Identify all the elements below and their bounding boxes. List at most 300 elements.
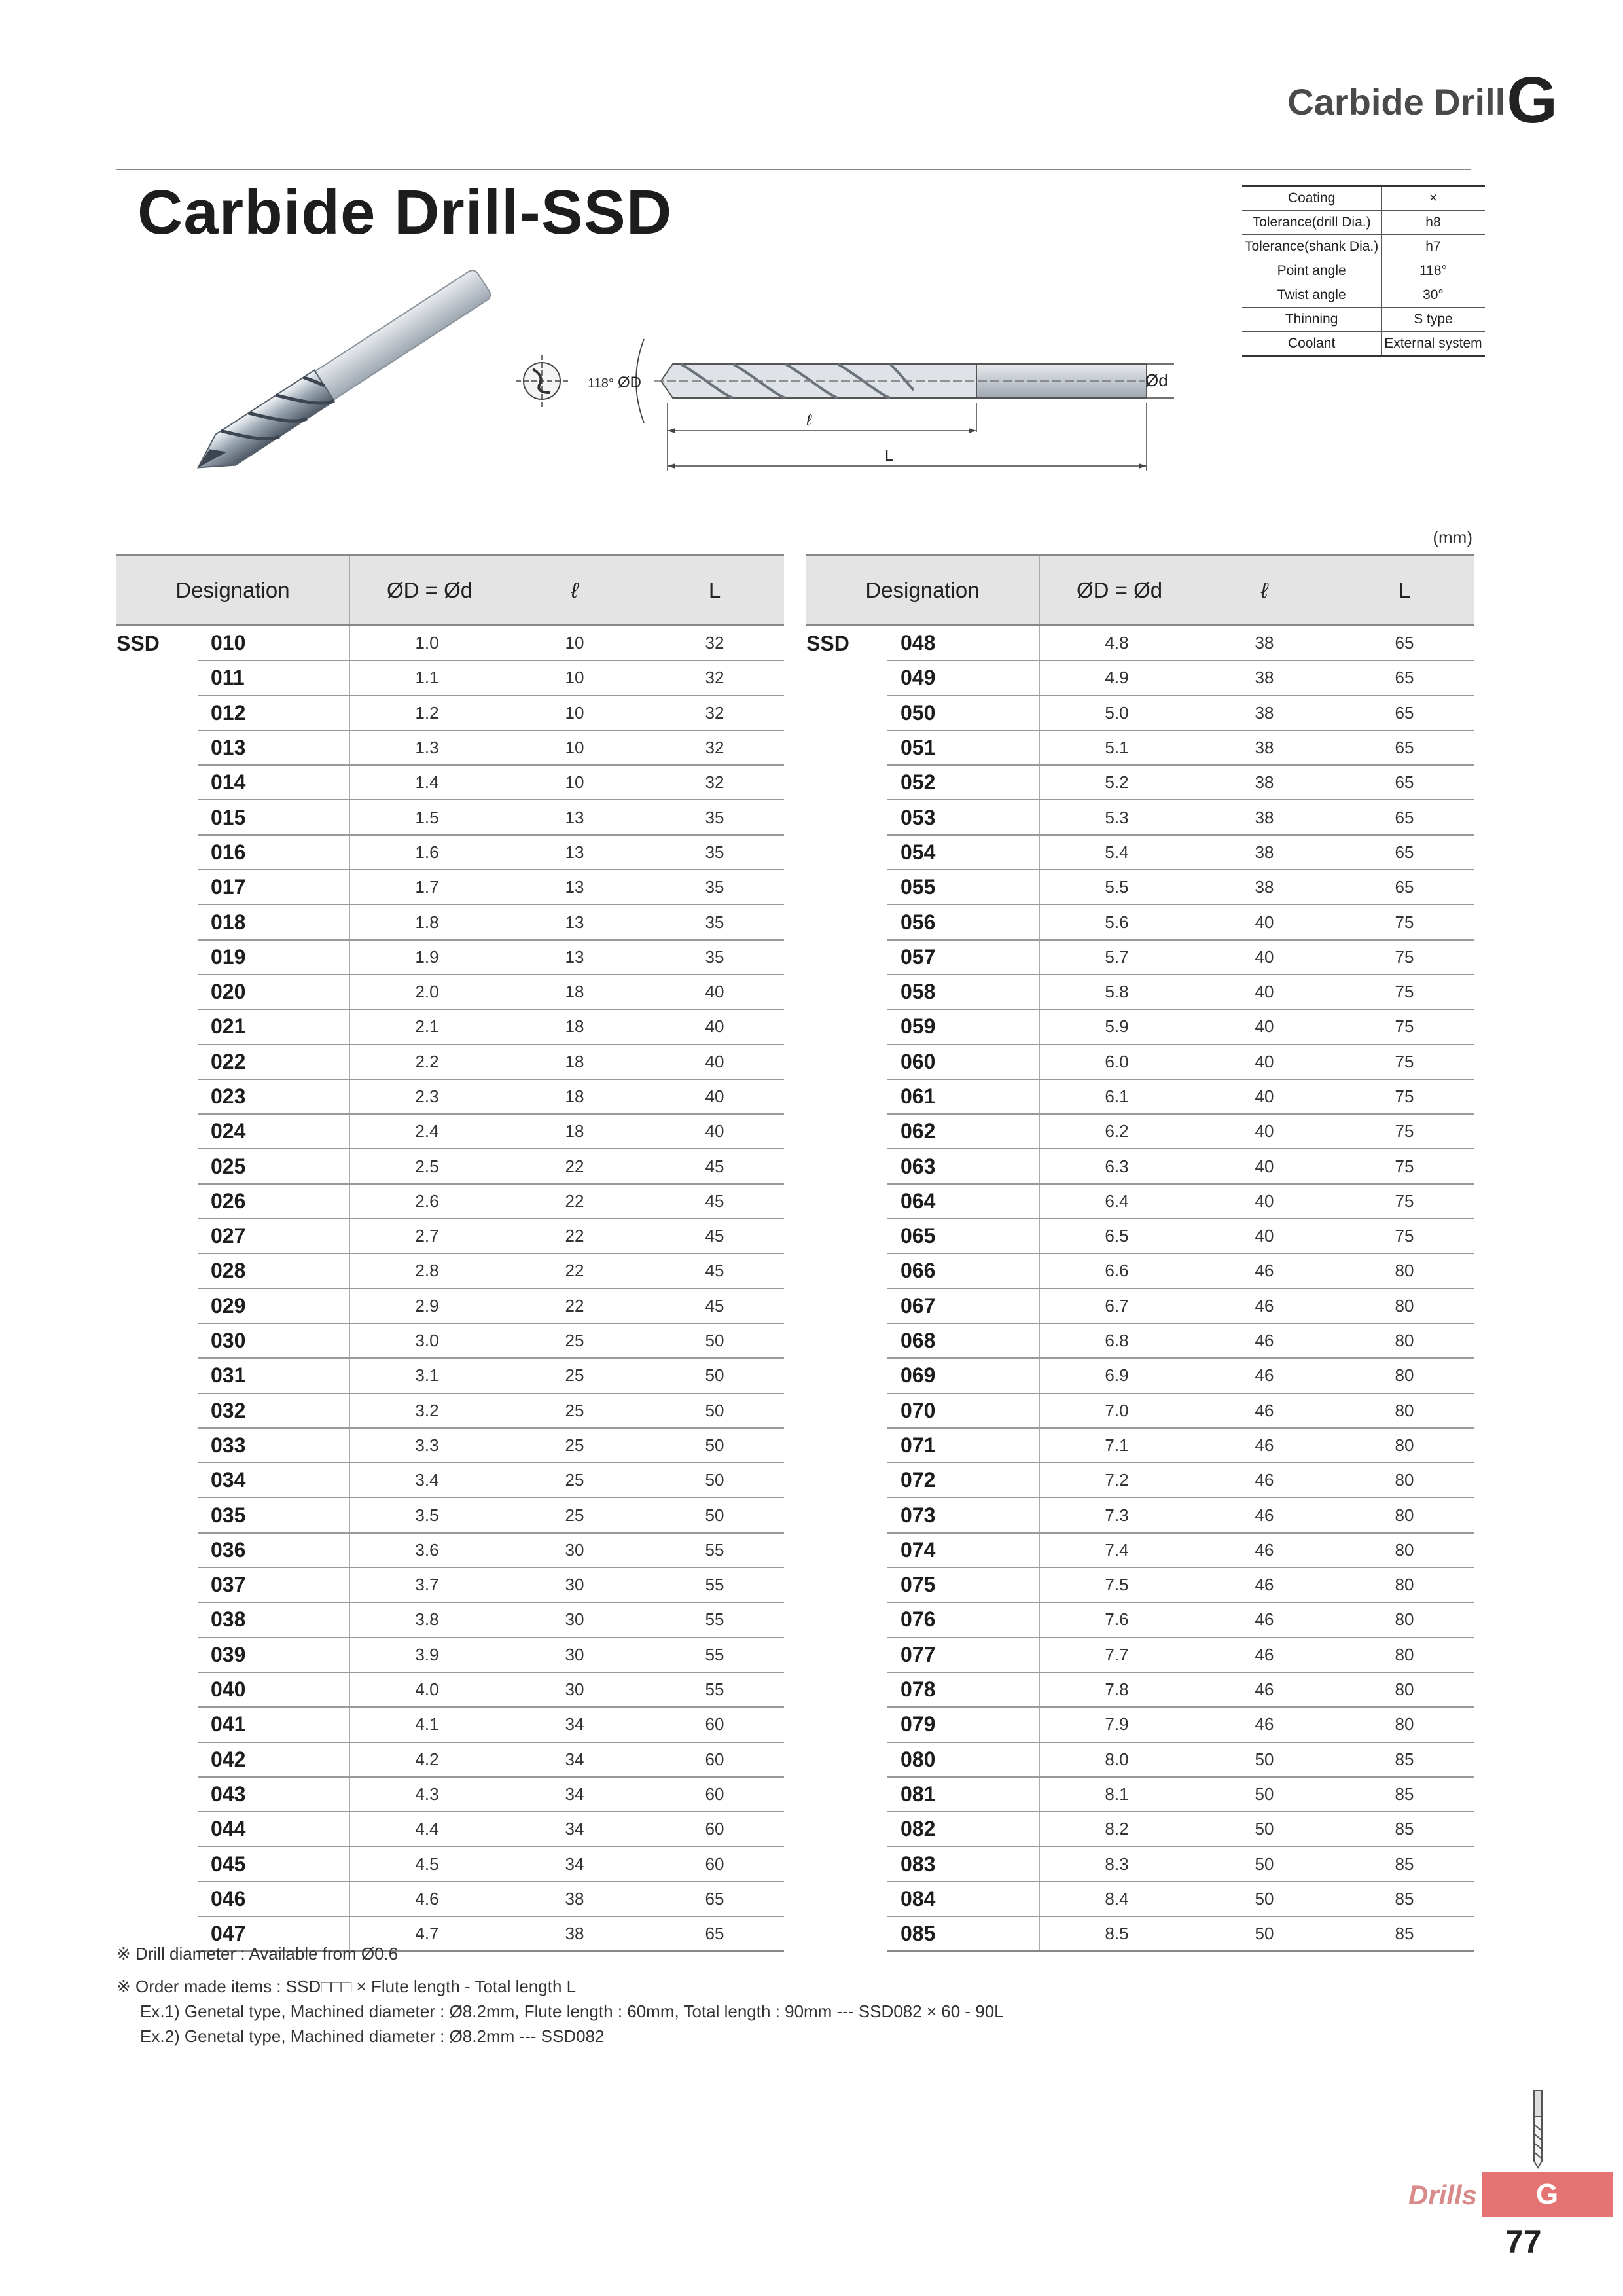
designation-code: 036 (198, 1533, 349, 1568)
total-length-cell: 80 (1335, 1428, 1474, 1463)
total-length-cell: 75 (1335, 1149, 1474, 1183)
flute-length-cell: 18 (504, 1045, 645, 1079)
table-row (116, 1219, 784, 1253)
flute-length-cell: 22 (504, 1253, 645, 1288)
series-prefix (806, 870, 887, 905)
total-length-cell: 80 (1335, 1707, 1474, 1742)
diameter-cell: 4.5 (349, 1846, 504, 1881)
designation-code: 081 (887, 1777, 1039, 1812)
flute-length-cell: 22 (504, 1289, 645, 1323)
series-prefix (116, 1602, 198, 1637)
diameter-cell: 1.2 (349, 696, 504, 730)
flute-length-cell: 34 (504, 1777, 645, 1812)
designation-code: 031 (198, 1358, 349, 1393)
designation-code: 063 (887, 1149, 1039, 1183)
table-row (806, 1253, 1474, 1288)
total-length-cell: 32 (645, 696, 784, 730)
total-length-cell: 65 (1335, 870, 1474, 905)
table-row (116, 1393, 784, 1428)
series-prefix (806, 1498, 887, 1532)
table-row (806, 1777, 1474, 1812)
total-length-cell: 32 (645, 660, 784, 695)
series-prefix (116, 870, 198, 905)
diameter-cell: 2.5 (349, 1149, 504, 1183)
series-prefix (806, 1916, 887, 1952)
diameter-cell: 7.9 (1039, 1707, 1194, 1742)
total-length-cell: 85 (1335, 1777, 1474, 1812)
diameter-cell: 6.2 (1039, 1114, 1194, 1149)
designation-code: 078 (887, 1672, 1039, 1707)
drill-drawing (144, 268, 1168, 484)
total-length-cell: 75 (1335, 1184, 1474, 1219)
designation-code: 016 (198, 835, 349, 870)
designation-code: 023 (198, 1079, 349, 1114)
series-prefix (806, 1602, 887, 1637)
table-row (806, 975, 1474, 1009)
series-prefix (806, 1114, 887, 1149)
designation-code: 080 (887, 1742, 1039, 1777)
table-row (116, 626, 784, 661)
diameter-cell: 6.5 (1039, 1219, 1194, 1253)
diameter-cell: 3.9 (349, 1638, 504, 1672)
table-row (116, 696, 784, 730)
spec-label: Tolerance(shank Dia.) (1242, 235, 1382, 259)
table-row (116, 1812, 784, 1846)
designation-code: 083 (887, 1846, 1039, 1881)
table-row (806, 1533, 1474, 1568)
designation-code: 079 (887, 1707, 1039, 1742)
series-prefix (116, 1846, 198, 1881)
designation-code: 038 (198, 1602, 349, 1637)
series-prefix (116, 1289, 198, 1323)
series-prefix (806, 1149, 887, 1183)
series-prefix: SSD (116, 631, 160, 655)
diameter-cell: 1.0 (349, 626, 504, 661)
flute-length-cell: 46 (1194, 1393, 1335, 1428)
flute-length-cell: 25 (504, 1428, 645, 1463)
total-length-label: L (885, 447, 894, 465)
spec-row (1242, 332, 1485, 357)
diameter-cell: 5.1 (1039, 730, 1194, 765)
designation-code: 058 (887, 975, 1039, 1009)
total-length-cell: 65 (1335, 765, 1474, 800)
flute-length-cell: 34 (504, 1846, 645, 1881)
total-length-cell: 50 (645, 1323, 784, 1358)
footer-section-tab: G (1482, 2172, 1613, 2217)
series-prefix (806, 905, 887, 939)
note-drill-diameter: ※ Drill diameter : Available from Ø0.6 (116, 1944, 399, 1964)
flute-length-cell: 30 (504, 1672, 645, 1707)
series-prefix (116, 1219, 198, 1253)
designation-code: 048 (887, 626, 1039, 661)
total-length-cell: 60 (645, 1777, 784, 1812)
series-prefix (116, 1358, 198, 1393)
flute-length-cell: 46 (1194, 1602, 1335, 1637)
flute-length-cell: 38 (1194, 696, 1335, 730)
series-prefix (116, 1114, 198, 1149)
table-row (806, 1149, 1474, 1183)
series-prefix (116, 696, 198, 730)
total-length-cell: 80 (1335, 1533, 1474, 1568)
table-row (116, 1079, 784, 1114)
designation-code: 027 (198, 1219, 349, 1253)
designation-code: 050 (887, 696, 1039, 730)
diameter-cell: 7.5 (1039, 1568, 1194, 1602)
unit-label: (mm) (1433, 528, 1472, 547)
designation-code: 015 (198, 800, 349, 834)
header-divider (116, 169, 1471, 170)
total-length-cell: 75 (1335, 975, 1474, 1009)
flute-length-cell: 13 (504, 800, 645, 834)
table-row (806, 660, 1474, 695)
diameter-cell: 1.3 (349, 730, 504, 765)
series-prefix (806, 1253, 887, 1288)
diameter-cell: 6.0 (1039, 1045, 1194, 1079)
total-length-cell: 40 (645, 1009, 784, 1044)
series-prefix (806, 660, 887, 695)
total-length-cell: 85 (1335, 1916, 1474, 1952)
table-header-row (806, 555, 1474, 626)
designation-code: 045 (198, 1846, 349, 1881)
diameter-cell: 2.7 (349, 1219, 504, 1253)
total-length-cell: 55 (645, 1568, 784, 1602)
designation-code: 012 (198, 696, 349, 730)
spec-label: Twist angle (1242, 283, 1382, 308)
column-header-diameter: ØD = Ød (1039, 555, 1194, 626)
table-row (806, 905, 1474, 939)
table-row (116, 1742, 784, 1777)
flute-length-cell: 46 (1194, 1358, 1335, 1393)
total-length-cell: 80 (1335, 1568, 1474, 1602)
table-row (116, 1707, 784, 1742)
series-prefix (806, 1463, 887, 1498)
designation-table-left (116, 554, 784, 1952)
table-row (806, 835, 1474, 870)
spec-value: h8 (1382, 211, 1485, 235)
flute-length-cell: 38 (1194, 765, 1335, 800)
diameter-cell: 6.3 (1039, 1149, 1194, 1183)
series-prefix (806, 1323, 887, 1358)
diameter-cell: 3.7 (349, 1568, 504, 1602)
series-prefix (806, 800, 887, 834)
designation-code: 029 (198, 1289, 349, 1323)
series-prefix (116, 1707, 198, 1742)
designation-code: 033 (198, 1428, 349, 1463)
flute-length-cell: 38 (1194, 870, 1335, 905)
diameter-cell: 1.8 (349, 905, 504, 939)
flute-length-cell: 46 (1194, 1463, 1335, 1498)
series-prefix (806, 1428, 887, 1463)
flute-length-cell: 40 (1194, 1149, 1335, 1183)
diameter-cell: 5.6 (1039, 905, 1194, 939)
series-prefix (806, 1358, 887, 1393)
diameter-cell: 5.0 (1039, 696, 1194, 730)
designation-code: 070 (887, 1393, 1039, 1428)
flute-length-cell: 40 (1194, 975, 1335, 1009)
spec-row (1242, 259, 1485, 283)
flute-length-cell: 13 (504, 835, 645, 870)
series-prefix (116, 1498, 198, 1532)
diameter-cell: 3.4 (349, 1463, 504, 1498)
designation-code: 055 (887, 870, 1039, 905)
diameter-cell: 8.5 (1039, 1916, 1194, 1952)
page-number: 77 (1505, 2223, 1542, 2260)
diameter-cell: 7.7 (1039, 1638, 1194, 1672)
designation-code: 077 (887, 1638, 1039, 1672)
table-row (806, 1707, 1474, 1742)
diameter-cell: 8.0 (1039, 1742, 1194, 1777)
diameter-cell: 6.6 (1039, 1253, 1194, 1288)
flute-length-cell: 40 (1194, 1079, 1335, 1114)
column-header-total-length: L (645, 555, 784, 626)
diameter-cell: 7.0 (1039, 1393, 1194, 1428)
total-length-cell: 75 (1335, 940, 1474, 975)
column-header-designation: Designation (806, 555, 1039, 626)
flute-length-cell: 40 (1194, 1219, 1335, 1253)
diameter-cell: 4.7 (349, 1916, 504, 1952)
designation-code: 040 (198, 1672, 349, 1707)
designation-code: 037 (198, 1568, 349, 1602)
series-prefix (806, 1846, 887, 1881)
flute-length-cell: 38 (504, 1882, 645, 1916)
designation-code: 061 (887, 1079, 1039, 1114)
diameter-cell: 3.8 (349, 1602, 504, 1637)
designation-code: 039 (198, 1638, 349, 1672)
diameter-cell: 6.9 (1039, 1358, 1194, 1393)
total-length-cell: 40 (645, 1045, 784, 1079)
designation-code: 074 (887, 1533, 1039, 1568)
flute-length-cell: 13 (504, 940, 645, 975)
series-prefix (116, 1742, 198, 1777)
flute-length-cell: 50 (1194, 1742, 1335, 1777)
flute-length-cell: 18 (504, 975, 645, 1009)
flute-length-cell: 38 (1194, 835, 1335, 870)
spec-label: Coolant (1242, 332, 1382, 357)
series-prefix (116, 1009, 198, 1044)
series-prefix (806, 1219, 887, 1253)
flute-length-cell: 34 (504, 1812, 645, 1846)
spec-row (1242, 283, 1485, 308)
flute-length-cell: 46 (1194, 1707, 1335, 1742)
total-length-cell: 32 (645, 626, 784, 661)
flute-length-cell: 46 (1194, 1533, 1335, 1568)
designation-code: 011 (198, 660, 349, 695)
flute-length-cell: 38 (1194, 660, 1335, 695)
diameter-cell: 8.3 (1039, 1846, 1194, 1881)
designation-code: 053 (887, 800, 1039, 834)
spec-value: External system (1382, 332, 1485, 357)
designation-code: 054 (887, 835, 1039, 870)
flute-length-cell: 40 (1194, 905, 1335, 939)
total-length-cell: 45 (645, 1149, 784, 1183)
column-header-flute-length: ℓ (504, 555, 645, 626)
total-length-cell: 35 (645, 835, 784, 870)
table-row (806, 1323, 1474, 1358)
flute-length-cell: 46 (1194, 1638, 1335, 1672)
designation-code: 017 (198, 870, 349, 905)
total-length-cell: 35 (645, 870, 784, 905)
total-length-cell: 60 (645, 1707, 784, 1742)
series-prefix (806, 1638, 887, 1672)
series-prefix (806, 1882, 887, 1916)
series-prefix (806, 1742, 887, 1777)
designation-code: 052 (887, 765, 1039, 800)
page-title: Carbide Drill-SSD (137, 177, 673, 247)
series-prefix (806, 1812, 887, 1846)
series-prefix (806, 975, 887, 1009)
total-length-cell: 80 (1335, 1358, 1474, 1393)
table-row (806, 1184, 1474, 1219)
diameter-cell: 5.5 (1039, 870, 1194, 905)
total-length-cell: 65 (645, 1916, 784, 1952)
section-header (1287, 63, 1558, 137)
spec-row (1242, 186, 1485, 211)
total-length-cell: 40 (645, 1079, 784, 1114)
flute-length-cell: 46 (1194, 1428, 1335, 1463)
total-length-cell: 85 (1335, 1812, 1474, 1846)
column-header-diameter: ØD = Ød (349, 555, 504, 626)
total-length-cell: 85 (1335, 1882, 1474, 1916)
series-prefix (116, 1079, 198, 1114)
flute-length-cell: 46 (1194, 1323, 1335, 1358)
designation-code: 035 (198, 1498, 349, 1532)
series-prefix (116, 1323, 198, 1358)
flute-length-cell: 38 (1194, 730, 1335, 765)
series-prefix (116, 940, 198, 975)
designation-code: 059 (887, 1009, 1039, 1044)
flute-length-cell: 34 (504, 1707, 645, 1742)
flute-length-cell: 25 (504, 1393, 645, 1428)
diameter-cell: 4.0 (349, 1672, 504, 1707)
total-length-cell: 80 (1335, 1602, 1474, 1637)
spec-row (1242, 235, 1485, 259)
series-prefix (806, 1672, 887, 1707)
series-prefix (806, 940, 887, 975)
designation-code: 076 (887, 1602, 1039, 1637)
flute-length-cell: 46 (1194, 1672, 1335, 1707)
table-row (806, 1568, 1474, 1602)
diameter-cell: 1.9 (349, 940, 504, 975)
flute-length-cell: 46 (1194, 1289, 1335, 1323)
diameter-cell: 4.8 (1039, 626, 1194, 661)
total-length-cell: 65 (1335, 660, 1474, 695)
total-length-cell: 80 (1335, 1323, 1474, 1358)
diameter-cell: 1.1 (349, 660, 504, 695)
diameter-cell: 2.9 (349, 1289, 504, 1323)
flute-length-cell: 38 (1194, 800, 1335, 834)
diameter-cell: 4.6 (349, 1882, 504, 1916)
flute-length-cell: 30 (504, 1638, 645, 1672)
table-row (806, 730, 1474, 765)
diameter-cell: 1.7 (349, 870, 504, 905)
series-prefix (116, 1568, 198, 1602)
diameter-cell: 5.3 (1039, 800, 1194, 834)
total-length-cell: 85 (1335, 1742, 1474, 1777)
flute-length-cell: 30 (504, 1568, 645, 1602)
total-length-cell: 80 (1335, 1498, 1474, 1532)
designation-code: 049 (887, 660, 1039, 695)
flute-length-cell: 13 (504, 905, 645, 939)
table-row (116, 1184, 784, 1219)
table-row (116, 975, 784, 1009)
table-row (806, 1882, 1474, 1916)
drill-photo (188, 267, 493, 483)
total-length-cell: 60 (645, 1742, 784, 1777)
table-row (806, 1045, 1474, 1079)
designation-code: 072 (887, 1463, 1039, 1498)
table-row (806, 1289, 1474, 1323)
diameter-cell: 5.2 (1039, 765, 1194, 800)
diameter-cell: 3.3 (349, 1428, 504, 1463)
diameter-cell: 3.2 (349, 1393, 504, 1428)
flute-length-label: ℓ (806, 412, 812, 429)
designation-code: 051 (887, 730, 1039, 765)
flute-length-cell: 10 (504, 660, 645, 695)
total-length-cell: 55 (645, 1638, 784, 1672)
designation-code: 046 (198, 1882, 349, 1916)
series-prefix (116, 835, 198, 870)
designation-code: 032 (198, 1393, 349, 1428)
total-length-cell: 32 (645, 765, 784, 800)
footer-section-name: Drills (1408, 2179, 1478, 2210)
table-row (116, 1882, 784, 1916)
table-row (116, 1323, 784, 1358)
total-length-cell: 35 (645, 940, 784, 975)
designation-code: 082 (887, 1812, 1039, 1846)
table-row (116, 660, 784, 695)
designation-code: 014 (198, 765, 349, 800)
designation-code: 057 (887, 940, 1039, 975)
table-row (806, 1742, 1474, 1777)
table-row (806, 870, 1474, 905)
designation-code: 044 (198, 1812, 349, 1846)
series-prefix (806, 1079, 887, 1114)
table-row (116, 1009, 784, 1044)
total-length-cell: 75 (1335, 1114, 1474, 1149)
table-row (806, 1672, 1474, 1707)
series-prefix (806, 1568, 887, 1602)
diameter-cell: 7.3 (1039, 1498, 1194, 1532)
table-row (116, 905, 784, 939)
flute-length-cell: 25 (504, 1323, 645, 1358)
flute-length-cell: 10 (504, 626, 645, 661)
flute-length-cell: 25 (504, 1463, 645, 1498)
diameter-cell: 3.1 (349, 1358, 504, 1393)
total-length-cell: 50 (645, 1358, 784, 1393)
designation-code: 026 (198, 1184, 349, 1219)
table-row (806, 1498, 1474, 1532)
diameter-cell: 2.3 (349, 1079, 504, 1114)
section-header-letter: G (1507, 63, 1558, 137)
total-length-cell: 80 (1335, 1638, 1474, 1672)
total-length-cell: 80 (1335, 1253, 1474, 1288)
diameter-cell: 8.1 (1039, 1777, 1194, 1812)
series-prefix: SSD (806, 631, 849, 655)
table-row (806, 626, 1474, 661)
flute-length-cell: 40 (1194, 1184, 1335, 1219)
flute-length-cell: 40 (1194, 1009, 1335, 1044)
total-length-cell: 45 (645, 1253, 784, 1288)
table-row (116, 1672, 784, 1707)
total-length-cell: 32 (645, 730, 784, 765)
flute-length-cell: 50 (1194, 1812, 1335, 1846)
series-prefix (116, 905, 198, 939)
table-row (806, 1463, 1474, 1498)
diameter-cell: 4.4 (349, 1812, 504, 1846)
diameter-cell: 6.1 (1039, 1079, 1194, 1114)
side-view-diagram (588, 339, 1174, 471)
drill-diameter-label: ØD (618, 374, 641, 391)
